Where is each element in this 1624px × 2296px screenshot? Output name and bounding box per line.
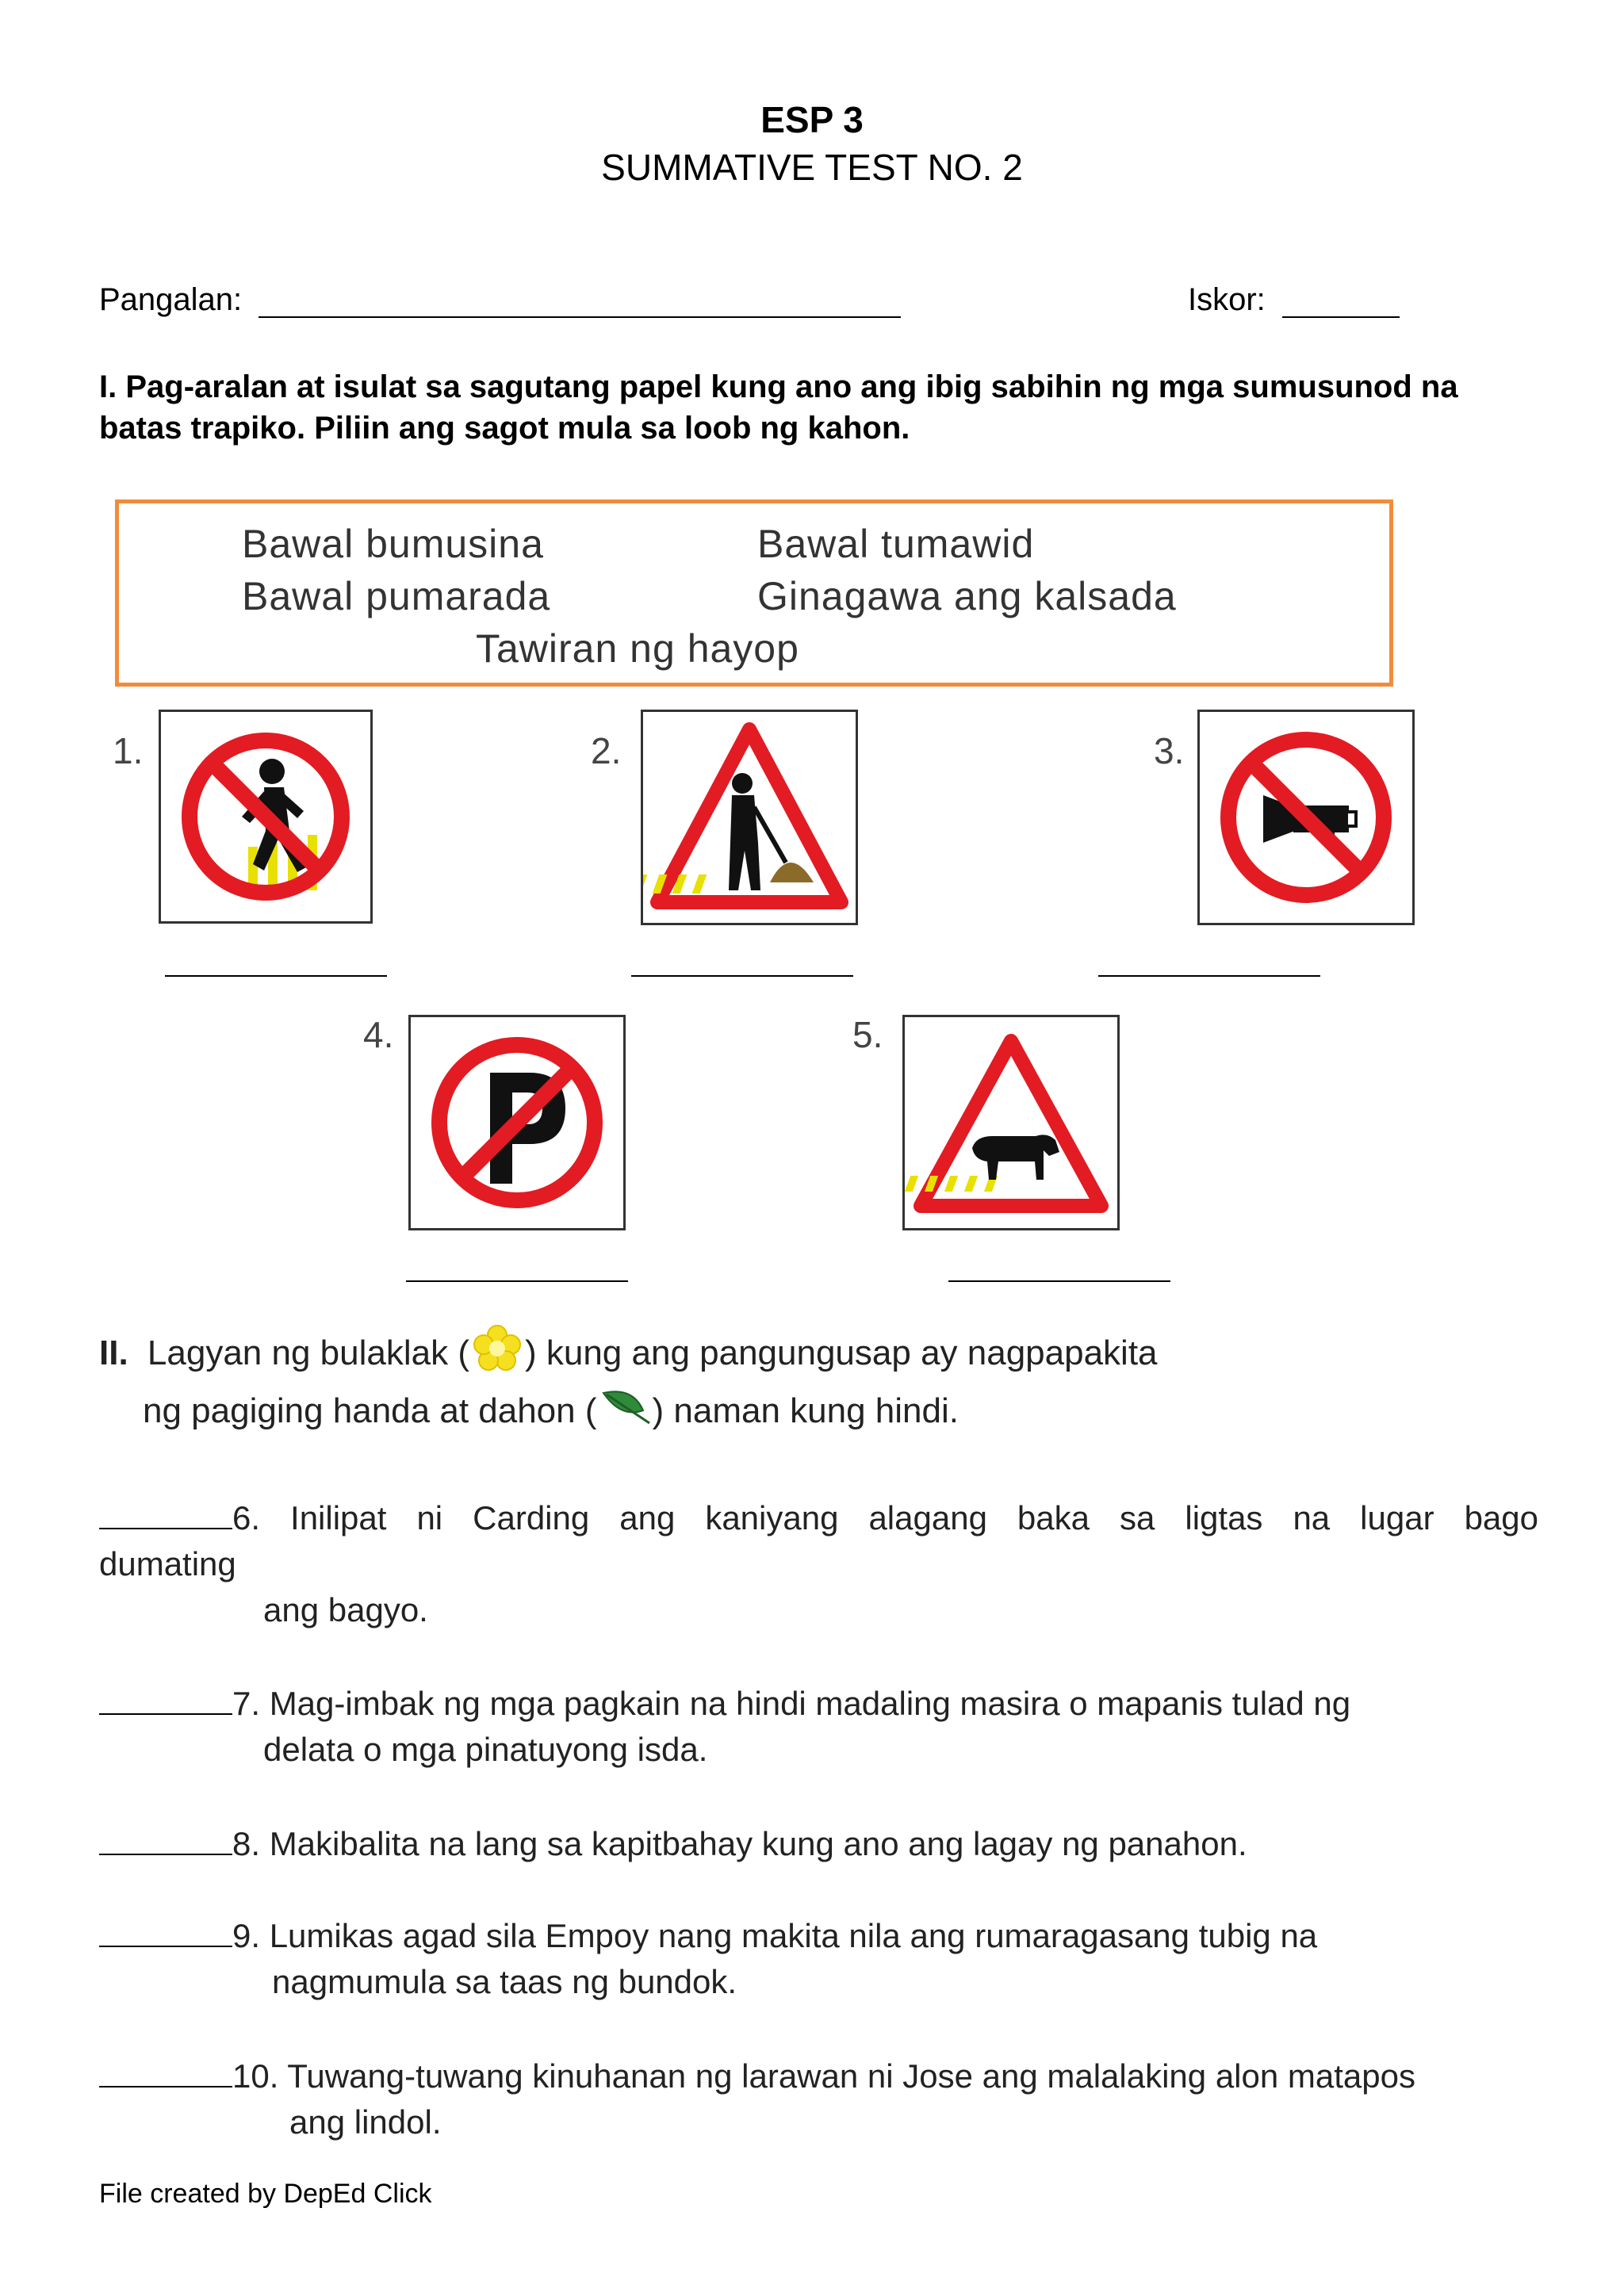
- question-text: nagmumula sa taas ng bundok.: [272, 1963, 737, 2000]
- part2-text: ) naman kung hindi.: [652, 1391, 959, 1431]
- answer-line-4[interactable]: [406, 1280, 628, 1282]
- no-parking-icon: [408, 1015, 626, 1230]
- choice-item: Tawiran ng hayop: [476, 626, 799, 671]
- no-horn-icon: [1197, 710, 1415, 925]
- leaf-icon: [597, 1387, 653, 1440]
- choice-item: Bawal bumusina: [242, 522, 544, 566]
- answer-blank[interactable]: [99, 1686, 232, 1715]
- score-field-row: [1188, 282, 1400, 318]
- score-blank[interactable]: [1282, 286, 1400, 318]
- answer-blank[interactable]: [99, 1919, 232, 1947]
- answer-line-2[interactable]: [631, 975, 853, 977]
- question-10: [99, 2053, 1538, 2145]
- question-text: 8. Makibalita na lang sa kapitbahay kung ano ang lagay ng panahon.: [232, 1825, 1247, 1862]
- question-7: [99, 1681, 1538, 1773]
- answer-line-5[interactable]: [948, 1280, 1170, 1282]
- answer-line-3[interactable]: [1098, 975, 1320, 977]
- part2-instruction: [99, 1324, 1158, 1440]
- choice-item: Ginagawa ang kalsada: [757, 574, 1177, 618]
- flower-icon: [469, 1324, 525, 1387]
- question-text: 9. Lumikas agad sila Empoy nang makita nila ang rumaragasang tubig na: [232, 1917, 1318, 1954]
- sign-number: 3.: [1154, 730, 1185, 771]
- name-field-row: [99, 282, 901, 318]
- answer-line-1[interactable]: [165, 975, 387, 977]
- sign-number: 2.: [591, 730, 622, 771]
- subject-title: ESP 3: [760, 99, 864, 140]
- sign-number: 5.: [852, 1014, 883, 1055]
- question-text: ang bagyo.: [263, 1591, 428, 1628]
- answer-blank[interactable]: [99, 1501, 232, 1529]
- animal-crossing-icon: [902, 1015, 1120, 1230]
- part1-instruction: I. Pag-aralan at isulat sa sagutang papel kung ano ang ibig sabihin ng mga sumusunod na batas trapiko. Piliin ang sagot mula sa loob ng kahon.: [99, 369, 1458, 446]
- name-blank[interactable]: [259, 286, 901, 318]
- answer-blank[interactable]: [99, 2059, 232, 2087]
- choice-item: Bawal tumawid: [757, 522, 1035, 566]
- part2-text: ng pagiging handa at dahon (: [143, 1391, 597, 1431]
- road-work-icon: [641, 710, 858, 925]
- part2-text: ) kung ang pangungusap ay nagpapakita: [524, 1334, 1158, 1373]
- score-label: Iskor:: [1188, 282, 1266, 317]
- answer-choices-box: [115, 499, 1393, 687]
- question-text: 7. Mag-imbak ng mga pagkain na hindi madaling masira o mapanis tulad ng: [232, 1685, 1351, 1722]
- question-text: ang lindol.: [289, 2103, 442, 2141]
- footer-credit: File created by DepEd Click: [99, 2179, 432, 2209]
- test-title: SUMMATIVE TEST NO. 2: [601, 147, 1023, 188]
- sign-number: 1.: [113, 730, 144, 771]
- question-text: delata o mga pinatuyong isda.: [263, 1731, 708, 1768]
- question-8: [99, 1821, 1538, 1867]
- question-6: [99, 1495, 1538, 1633]
- part2-numeral: II.: [99, 1334, 128, 1373]
- question-9: [99, 1913, 1538, 2005]
- question-text: dumating: [99, 1545, 236, 1582]
- sign-number: 4.: [363, 1014, 394, 1055]
- answer-blank[interactable]: [99, 1827, 232, 1855]
- part2-text: Lagyan ng bulaklak (: [147, 1334, 469, 1373]
- no-pedestrian-crossing-icon: [159, 710, 373, 924]
- question-text: 10. Tuwang-tuwang kinuhanan ng larawan ni Jose ang malalaking alon matapos: [232, 2057, 1415, 2095]
- name-label: Pangalan:: [99, 282, 243, 317]
- question-text: 6. Inilipat ni Carding ang kaniyang alagang baka sa ligtas na lugar bago: [232, 1499, 1538, 1536]
- choice-item: Bawal pumarada: [242, 574, 551, 618]
